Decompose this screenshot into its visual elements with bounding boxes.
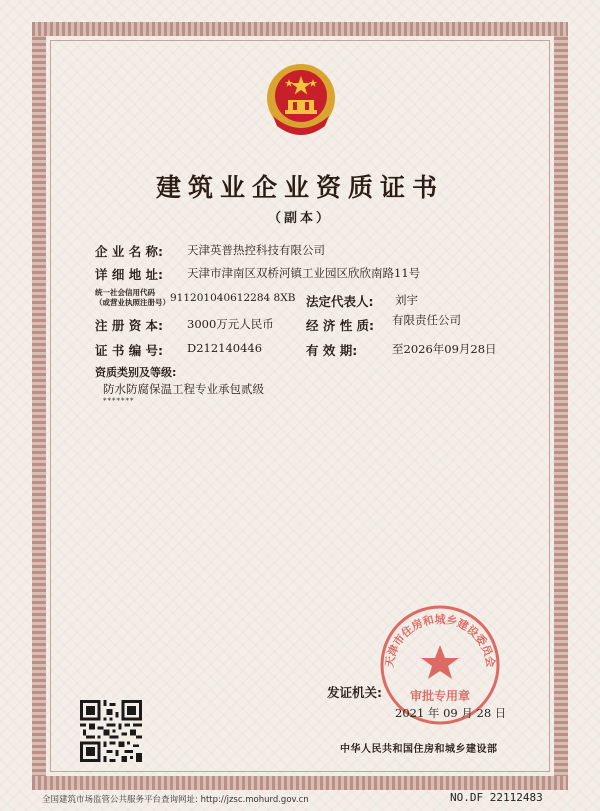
credit-code-label-line2: （或营业执照注册号）: [95, 298, 170, 307]
ministry-name: 中华人民共和国住房和城乡建设部: [340, 744, 498, 755]
cert-no-value: D212140446: [187, 341, 263, 355]
company-name-label: 企 业 名 称:: [95, 244, 164, 259]
cert-no-label: 证 书 编 号:: [95, 343, 164, 358]
stars-marker: *******: [103, 397, 135, 405]
address-label: 详 细 地 址:: [95, 267, 164, 282]
issuer-label: 发证机关:: [327, 685, 382, 700]
credit-code-label: [95, 288, 170, 308]
validity-label: 有 效 期:: [306, 343, 358, 358]
capital-label: 注 册 资 本:: [95, 318, 164, 333]
qualification-label: 资质类别及等级:: [95, 366, 177, 379]
qr-code-icon[interactable]: [80, 700, 142, 762]
credit-code-value: 911201040612284 8XB: [170, 292, 296, 304]
company-name-value: 天津英普热控科技有限公司: [187, 243, 325, 257]
econ-nature-value: 有限责任公司: [392, 313, 461, 327]
serial-number: NO.DF 22112483: [450, 791, 543, 804]
issue-date: 2021 年 09 月 28 日: [395, 706, 507, 720]
legal-rep-value: 刘宇: [395, 293, 418, 307]
svg-text:天津市住房和城乡建设委员会: 天津市住房和城乡建设委员会: [382, 613, 498, 669]
svg-text:审批专用章: 审批专用章: [409, 689, 471, 703]
qualification-value: 防水防腐保温工程专业承包贰级: [103, 382, 264, 396]
address-value: 天津市津南区双桥河镇工业园区欣欣南路11号: [187, 266, 421, 280]
footer-query-note: 全国建筑市场监管公共服务平台查询网址: http://jzsc.mohurd.gov.cn: [42, 795, 309, 805]
econ-nature-label: 经 济 性 质:: [306, 318, 375, 333]
certificate-title: 建筑业企业资质证书: [155, 173, 444, 202]
capital-value: 3000万元人民币: [187, 317, 274, 331]
credit-code-label-line1: 统一社会信用代码: [95, 288, 155, 297]
national-emblem-icon: [263, 60, 339, 140]
legal-rep-label: 法定代表人:: [306, 294, 374, 309]
certificate-subtitle: （副本）: [267, 211, 332, 226]
validity-value: 至2026年09月28日: [392, 342, 497, 356]
